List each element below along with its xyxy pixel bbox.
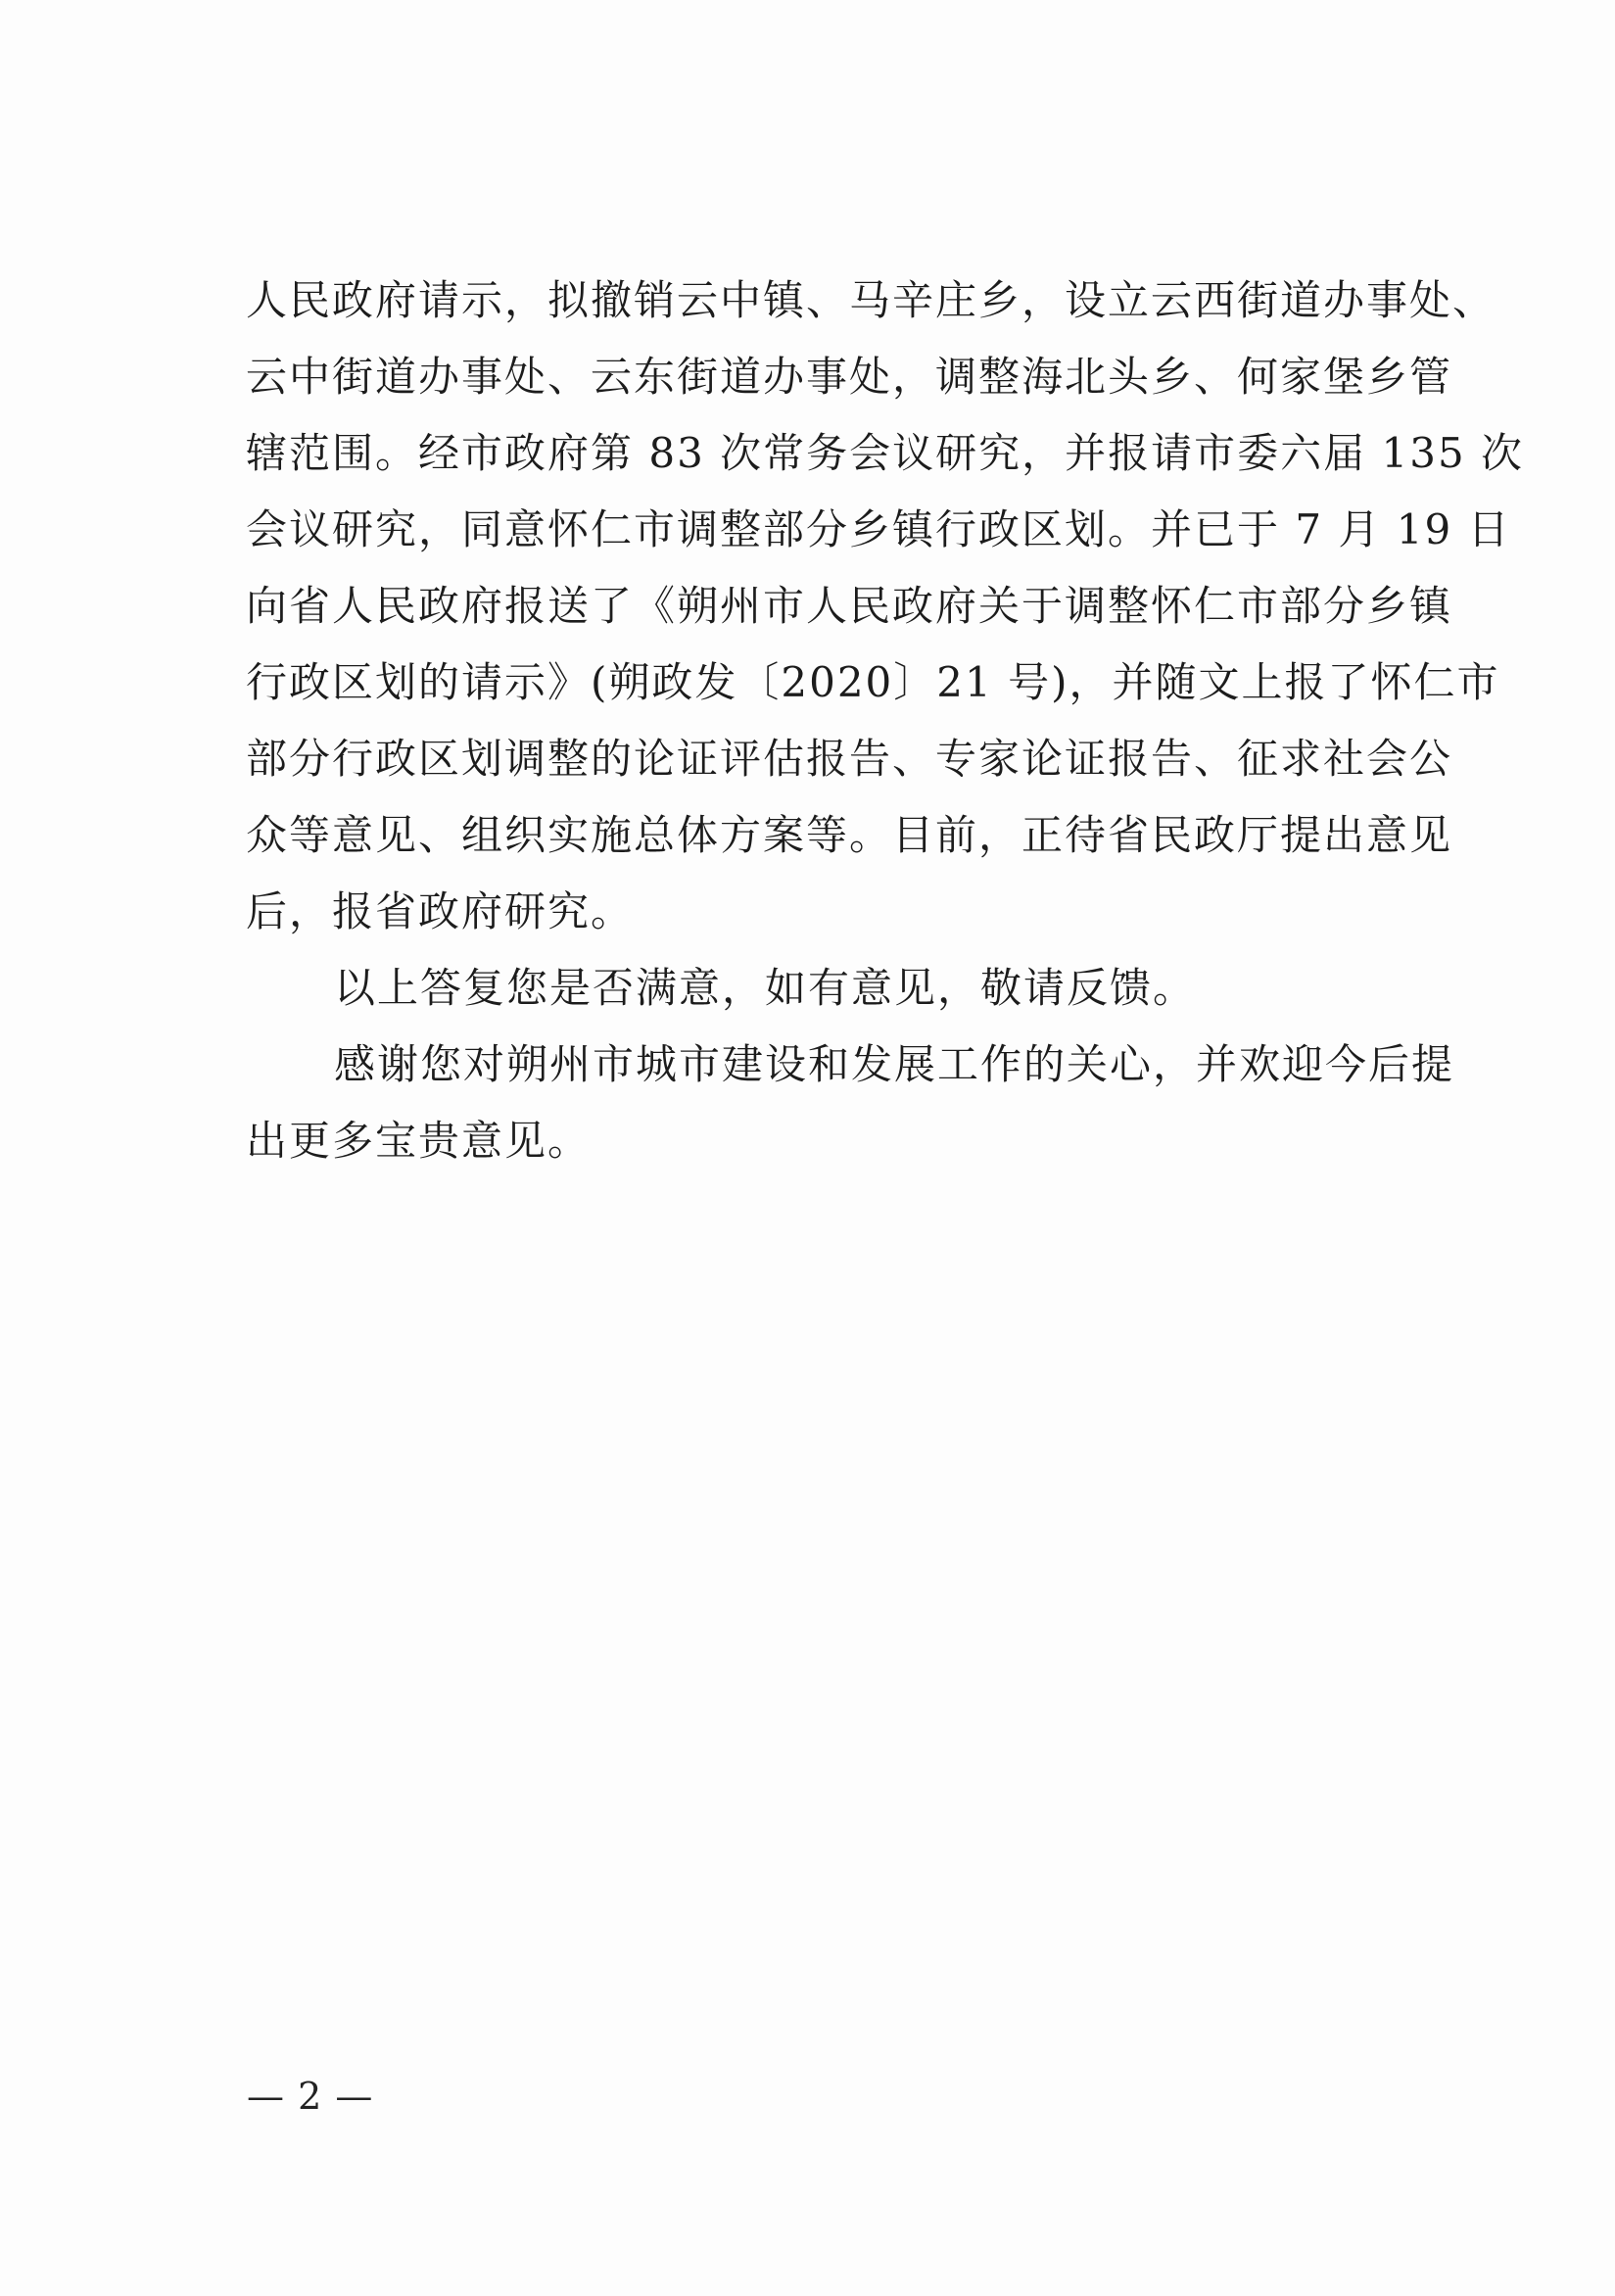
text-line: 会议研究，同意怀仁市调整部分乡镇行政区划。并已于 7 月 19 日 — [246, 505, 1511, 553]
page-number: — 2 — — [247, 2075, 374, 2118]
text-line: 以上答复您是否满意，如有意见，敬请反馈。 — [334, 964, 1197, 1012]
text-line: 部分行政区划调整的论证评估报告、专家论证报告、征求社会公 — [246, 735, 1453, 783]
text-line: 行政区划的请示》(朔政发〔2020〕21 号)，并随文上报了怀仁市 — [246, 658, 1500, 706]
text-line: 出更多宝贵意见。 — [246, 1117, 592, 1165]
text-line: 云中街道办事处、云东街道办事处，调整海北头乡、何家堡乡管 — [246, 353, 1453, 401]
text-line: 后，报省政府研究。 — [246, 887, 635, 935]
text-line: 人民政府请示，拟撤销云中镇、马辛庄乡，设立云西街道办事处、 — [246, 276, 1496, 324]
paragraph-3 — [246, 1027, 1455, 1179]
text-line: 辖范围。经市政府第 83 次常务会议研究，并报请市委六届 135 次 — [246, 429, 1525, 477]
document-body — [246, 263, 1525, 1179]
text-line: 向省人民政府报送了《朔州市人民政府关于调整怀仁市部分乡镇 — [246, 582, 1453, 630]
text-line: 感谢您对朔州市城市建设和发展工作的关心，并欢迎今后提 — [334, 1040, 1455, 1088]
paragraph-1 — [246, 263, 1525, 950]
text-line: 众等意见、组织实施总体方案等。目前，正待省民政厅提出意见 — [246, 811, 1453, 859]
paragraph-2 — [246, 950, 1377, 1027]
